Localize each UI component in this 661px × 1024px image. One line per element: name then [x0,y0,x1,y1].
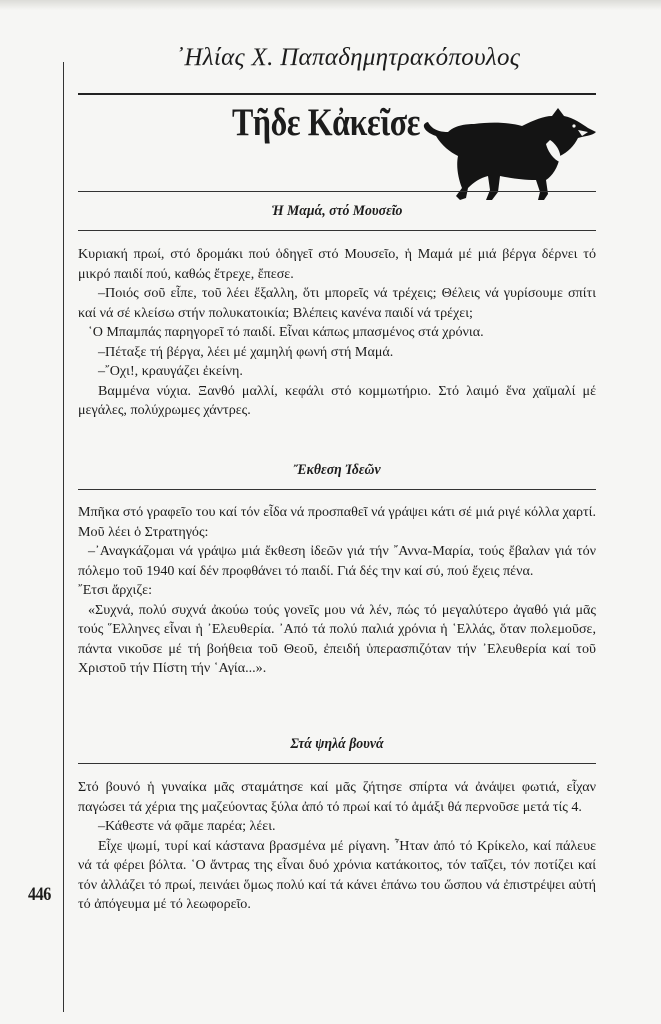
section-heading: Στά ψηλά βουνά [290,736,384,752]
paragraph: ῎Ετσι ἄρχιζε: [78,582,153,598]
paragraph: Κυριακή πρωί, στό δρομάκι πού ὁδηγεῖ στό Μουσεῖο, ἡ Μαμά μέ μιά βέργα δέρνει τό μικρό παιδί πού, καθώς ἔτρεχε, ἔπεσε. [78,246,596,282]
paragraph: Εἶχε ψωμί, τυρί καί κάστανα βρασμένα μέ ρίγανη. ῏Ηταν ἀπό τό Κρίκελο, καί πάλευε νά τά φέρει βόλτα. ῾Ο ἄντρας της εἶναι δυό χρόνια κατάκοιτος, τόν ταΐζει, τόν ποτίζει καί τόν ἀλλάζει τό πρωί, πεινάει ὅμως πολύ καί τά κάνει ἐπάνω του ὥσπου νά ἐπιστρέψει αὐτή τό ἀπόγευμα μέ τό λεωφορεῖο. [78,837,596,912]
section-heading: Ἔκθεση Ἰδεῶν [293,462,381,478]
paragraph: –Ποιός σοῦ εἶπε, τοῦ λέει ἔξαλλη, ὅτι μπορεῖς νά τρέχεις; Θέλεις νά γυρίσουμε σπίτι καί νά σέ κλείσω στήν πολυκατοικία; Βλέπεις κανένα παιδί νά τρέχει; [78,285,596,321]
section-rule [78,489,596,490]
section-body [78,503,596,679]
header-rule-top [78,93,596,95]
author-name: ᾿Ηλίας Χ. Παπαδημητρακόπουλος [175,44,521,71]
paragraph: –᾿Αναγκάζομαι νά γράψω μιά ἔκθεση ἰδεῶν γιά τήν ῎Αννα-Μαρία, τούς ἔβαλαν γιά τόν πόλεμο τοῦ 1940 καί δέν προφθάνει τό παιδί. Γιά δές την καί σύ, πού ἔχεις πένα. [78,543,596,579]
section-heading: Ἡ Μαμά, στό Μουσεῖο [271,203,403,219]
section-rule [78,763,596,764]
paragraph: Βαμμένα νύχια. Ξανθό μαλλί, κεφάλι στό κομμωτήριο. Στό λαιμό ἕνα χαϊμαλί μέ μεγάλες, πολύχρωμες χάντρες. [78,382,596,418]
dog-illustration [418,96,602,206]
section-body [78,778,596,915]
paragraph: ῾Ο Μπαμπάς παρηγορεῖ τό παιδί. Εἶναι κάπως μπασμένος στά χρόνια. [88,324,484,340]
paragraph: Στό βουνό ἡ γυναίκα μᾶς σταμάτησε καί μᾶς ζήτησε σπίρτα νά ἀνάψει φωτιά, εἶχαν παγώσει τά χέρια της μαζεύοντας ξύλα ἀπό τό πρωί καί τό ἁμάξι θά περνοῦσε μετά τίς 4. [78,779,596,815]
page-top-edge [0,0,661,10]
section-rule [78,230,596,231]
paragraph: «Συχνά, πολύ συχνά ἀκούω τούς γονεῖς μου νά λέν, πώς τό μεγαλύτερο ἀγαθό γιά μᾶς τούς ῞Ελληνες εἶναι ἡ ᾿Ελευθερία. ᾿Από τά πολύ παλιά χρόνια ἡ ῾Ελλάς, ὅταν πολεμοῦσε, πάντα νικοῦσε μέ τή βοήθεια τοῦ Θεοῦ, ἐπειδή ὑπερασπιζόταν τήν ᾿Ελευθερία καί τοῦ Χριστοῦ τήν Πίστη τήν ῾Αγία...». [78,601,596,676]
page-number: 446 [28,884,51,905]
title-rule-bottom [78,191,596,192]
section-body [78,245,596,421]
paragraph: –Πέταξε τή βέργα, λέει μέ χαμηλή φωνή στή Μαμά. [98,343,394,360]
paragraph: –῎Οχι!, κραυγάζει ἐκείνη. [98,363,243,379]
margin-rule [63,62,64,1012]
paragraph: –Κάθεστε νά φᾶμε παρέα; λέει. [98,818,276,834]
column-title: Τῆδε Κἀκεῖσε [232,101,420,144]
paragraph: Μπῆκα στό γραφεῖο του καί τόν εἶδα νά προσπαθεῖ νά γράψει κάτι σέ μιά ριγέ κόλλα χαρτί. Μοῦ λέει ὁ Στρατηγός: [78,504,596,540]
